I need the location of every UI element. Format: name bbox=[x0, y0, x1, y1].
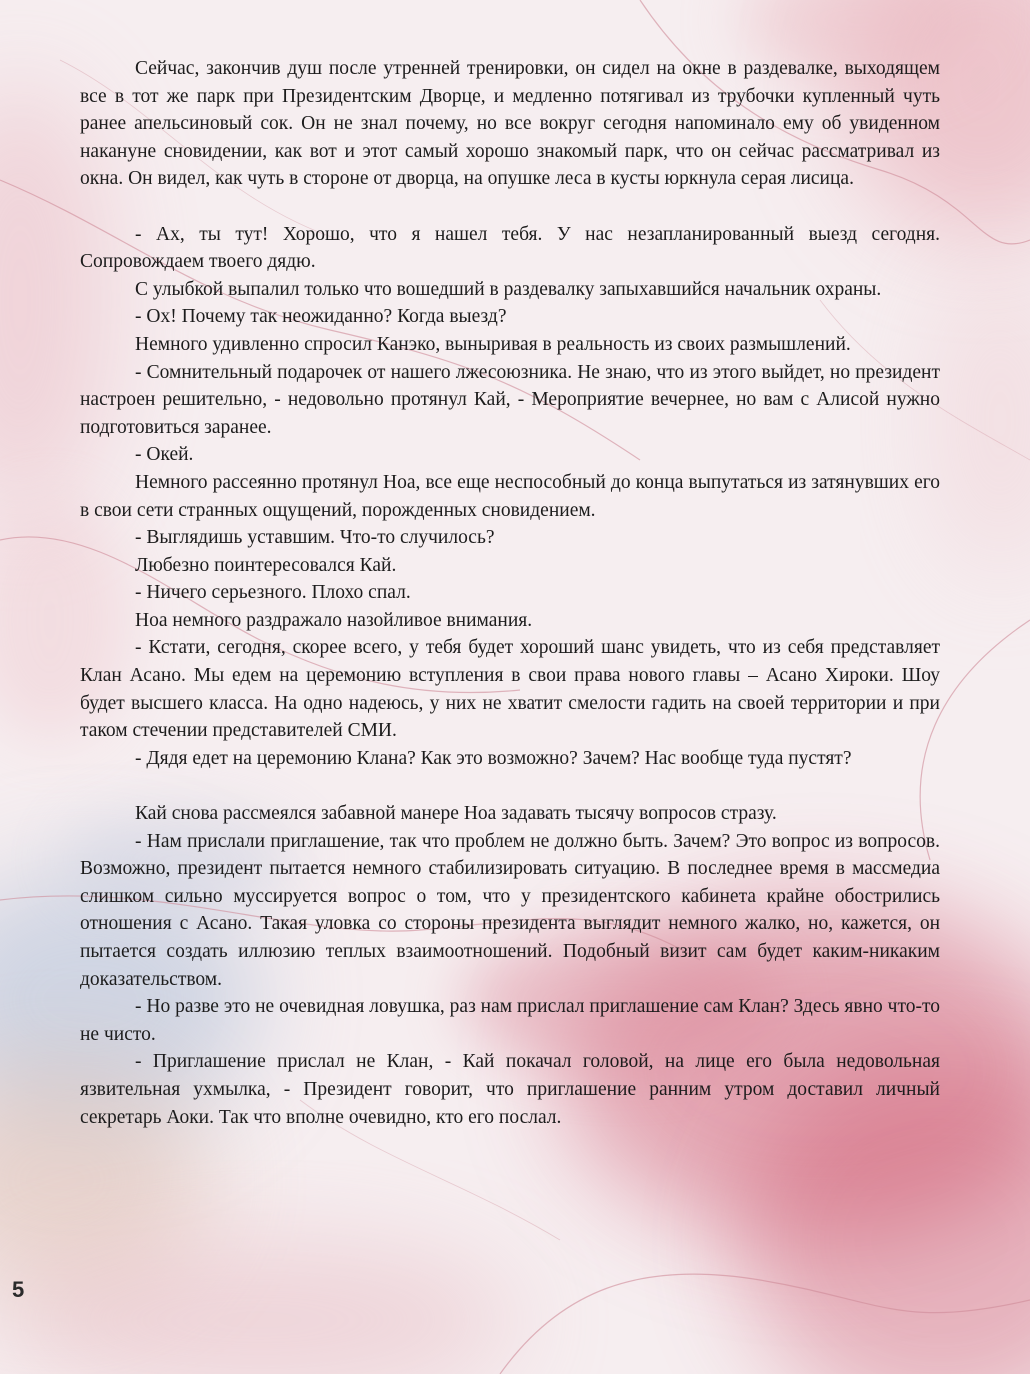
paragraph: - Ничего серьезного. Плохо спал. bbox=[135, 582, 411, 604]
paragraph: Любезно поинтересовался Кай. bbox=[135, 554, 397, 576]
paragraph: - Выглядишь уставшим. Что-то случилось? bbox=[135, 527, 495, 549]
paragraph: - Ах, ты тут! Хорошо, что я нашел тебя. У нас незапланированный выезд сегодня. Сопровождаем твоего дядю. bbox=[80, 223, 940, 273]
paragraph: - Дядя едет на церемонию Клана? Как это возможно? Зачем? Нас вообще туда пустят? bbox=[135, 747, 852, 769]
paragraph: Сейчас, закончив душ после утренней тренировки, он сидел на окне в раздевалке, выходящем все в тот же парк при Президентским Дворце, и медленно потягивал из трубочки купленный чуть ранее апельсиновый сок. Он не знал почему, но все вокруг сегодня напоминало ему об увиденном накануне сновидении, как вот и этот самый хорошо знакомый парк, что он сейчас рассматривал из окна. Он видел, как чуть в стороне от дворца, на опушке леса в кусты юркнула серая лисица. bbox=[80, 58, 940, 190]
paragraph: - Приглашение прислал не Клан, - Кай покачал головой, на лице его была недовольная язвительная ухмылка, - Президент говорит, что приглашение ранним утром доставил личный секретарь Аоки. Так что вполне очевидно, кто его послал. bbox=[80, 1051, 940, 1128]
page-number: 5 bbox=[12, 1277, 25, 1302]
paragraph: - Сомнительный подарочек от нашего лжесоюзника. Не знаю, что из этого выйдет, но президент настроен решительно, - недовольно протянул Кай, - Мероприятие вечернее, но вам с Алисой нужно подготовиться заранее. bbox=[80, 361, 940, 438]
paragraph: - Но разве это не очевидная ловушка, раз нам прислал приглашение сам Клан? Здесь явно что-то не чисто. bbox=[80, 996, 940, 1045]
paragraph: Ноа немного раздражало назойливое внимания. bbox=[135, 609, 533, 631]
page-body bbox=[80, 55, 940, 1131]
paragraph: - Ох! Почему так неожиданно? Когда выезд? bbox=[135, 306, 507, 328]
paragraph: - Окей. bbox=[135, 444, 194, 466]
paragraph: С улыбкой выпалил только что вошедший в раздевалку запыхавшийся начальник охраны. bbox=[135, 278, 882, 300]
paragraph: Немного удивленно спросил Канэко, выныривая в реальность из своих размышлений. bbox=[135, 333, 851, 355]
paragraph: Немного рассеянно протянул Ноа, все еще неспособный до конца выпутаться из затянувших его в свои сети странных ощущений, порожденных сновидением. bbox=[80, 471, 940, 521]
paragraph: Кай снова рассмеялся забавной манере Ноа задавать тысячу вопросов стразу. bbox=[135, 803, 777, 825]
paragraph: - Кстати, сегодня, скорее всего, у тебя будет хороший шанс увидеть, что из себя представляет Клан Асано. Мы едем на церемонию вступления в свои права нового главы – Асано Хироки. Шоу будет высшего класса. На одно надеюсь, у них не хватит смелости гадить на своей территории и при таком стечении представителей СМИ. bbox=[80, 637, 940, 742]
paragraph: - Нам прислали приглашение, так что проблем не должно быть. Зачем? Это вопрос из вопросов. Возможно, президент пытается немного стабилизировать ситуацию. В последнее время в массмедиа слишком сильно муссируется вопрос о том, что у президентского кабинета крайне обострились отношения с Асано. Такая уловка со стороны президента выглядит немного жалко, но, кажется, он пытается создать иллюзию теплых взаимоотношений. Подобный визит сам будет каким-никаким доказательством. bbox=[80, 830, 940, 990]
